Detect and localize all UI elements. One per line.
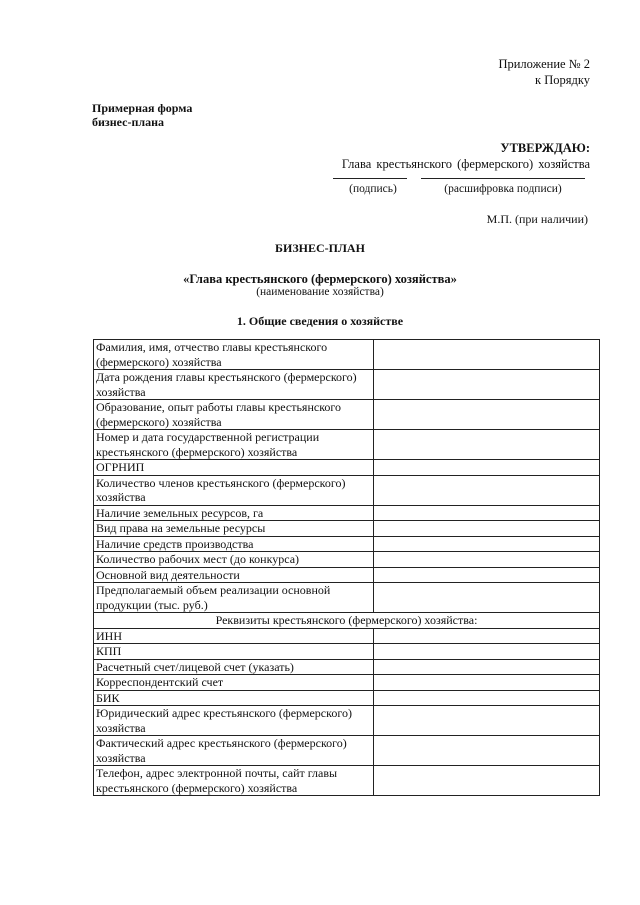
row-label: Наличие средств производства bbox=[94, 536, 374, 552]
table-row bbox=[94, 400, 600, 430]
row-value[interactable] bbox=[373, 567, 599, 583]
farm-name: «Глава крестьянского (фермерского) хозяйства» bbox=[183, 272, 457, 286]
row-value[interactable] bbox=[373, 675, 599, 691]
table-row bbox=[94, 675, 600, 691]
table-row bbox=[94, 644, 600, 660]
row-label: Юридический адрес крестьянского (фермерского) хозяйства bbox=[94, 706, 374, 736]
table-row bbox=[94, 628, 600, 644]
table-row bbox=[94, 706, 600, 736]
row-label: Фактический адрес крестьянского (фермерского) хозяйства bbox=[94, 736, 374, 766]
annex-reference bbox=[498, 56, 590, 88]
signature-line bbox=[333, 178, 407, 179]
signature-caption: (подпись) bbox=[349, 183, 397, 195]
table-row bbox=[94, 521, 600, 537]
table-row bbox=[94, 460, 600, 476]
decoding-caption: (расшифровка подписи) bbox=[444, 183, 562, 195]
row-value[interactable] bbox=[373, 400, 599, 430]
row-value[interactable] bbox=[373, 505, 599, 521]
approval-head: Глава крестьянского (фермерского) хозяйства bbox=[341, 157, 590, 171]
farm-name-caption: (наименование хозяйства) bbox=[256, 286, 384, 298]
row-value[interactable] bbox=[373, 628, 599, 644]
annex-order: к Порядку bbox=[535, 73, 590, 87]
row-label: Расчетный счет/лицевой счет (указать) bbox=[94, 659, 374, 675]
table-row bbox=[94, 659, 600, 675]
form-note-line1: Примерная форма bbox=[92, 101, 193, 115]
row-value[interactable] bbox=[373, 460, 599, 476]
table-row bbox=[94, 430, 600, 460]
row-value[interactable] bbox=[373, 430, 599, 460]
document-title: БИЗНЕС-ПЛАН bbox=[275, 241, 365, 255]
form-note bbox=[92, 101, 192, 129]
row-label: Вид права на земельные ресурсы bbox=[94, 521, 374, 537]
table-row bbox=[94, 475, 600, 505]
annex-number: Приложение № 2 bbox=[498, 57, 590, 71]
row-label: Количество членов крестьянского (фермерского) хозяйства bbox=[94, 475, 374, 505]
row-value[interactable] bbox=[373, 475, 599, 505]
table-row bbox=[94, 567, 600, 583]
row-label: Предполагаемый объем реализации основной продукции (тыс. руб.) bbox=[94, 583, 374, 613]
table-row bbox=[94, 583, 600, 613]
row-label: ИНН bbox=[94, 628, 374, 644]
general-info-table bbox=[93, 339, 600, 796]
form-note-line2: бизнес-плана bbox=[92, 115, 165, 129]
row-value[interactable] bbox=[373, 521, 599, 537]
stamp-note: М.П. (при наличии) bbox=[486, 212, 588, 226]
row-label: ОГРНИП bbox=[94, 460, 374, 476]
row-value[interactable] bbox=[373, 644, 599, 660]
row-value[interactable] bbox=[373, 766, 599, 796]
row-value[interactable] bbox=[373, 536, 599, 552]
table-row bbox=[94, 370, 600, 400]
table-row bbox=[94, 766, 600, 796]
row-label: Наличие земельных ресурсов, га bbox=[94, 505, 374, 521]
row-value[interactable] bbox=[373, 552, 599, 568]
row-label: Корреспондентский счет bbox=[94, 675, 374, 691]
requisites-header-row bbox=[94, 613, 600, 629]
table-row bbox=[94, 505, 600, 521]
table-row bbox=[94, 552, 600, 568]
table-row bbox=[94, 736, 600, 766]
table-row bbox=[94, 340, 600, 370]
row-label: КПП bbox=[94, 644, 374, 660]
table-row bbox=[94, 690, 600, 706]
approval-title: УТВЕРЖДАЮ: bbox=[500, 141, 590, 155]
row-label: Количество рабочих мест (до конкурса) bbox=[94, 552, 374, 568]
row-label: Дата рождения главы крестьянского (фермерского) хозяйства bbox=[94, 370, 374, 400]
section-title: 1. Общие сведения о хозяйстве bbox=[236, 314, 404, 328]
row-value[interactable] bbox=[373, 340, 599, 370]
row-label: Номер и дата государственной регистрации крестьянского (фермерского) хозяйства bbox=[94, 430, 374, 460]
row-value[interactable] bbox=[373, 659, 599, 675]
decoding-line bbox=[421, 178, 585, 179]
row-label: БИК bbox=[94, 690, 374, 706]
table-row bbox=[94, 536, 600, 552]
row-value[interactable] bbox=[373, 370, 599, 400]
row-label: Основной вид деятельности bbox=[94, 567, 374, 583]
row-label: Образование, опыт работы главы крестьянского (фермерского) хозяйства bbox=[94, 400, 374, 430]
row-label: Телефон, адрес электронной почты, сайт главы крестьянского (фермерского) хозяйства bbox=[94, 766, 374, 796]
requisites-header: Реквизиты крестьянского (фермерского) хозяйства: bbox=[94, 613, 600, 629]
row-value[interactable] bbox=[373, 583, 599, 613]
row-value[interactable] bbox=[373, 736, 599, 766]
row-value[interactable] bbox=[373, 706, 599, 736]
row-label: Фамилия, имя, отчество главы крестьянского (фермерского) хозяйства bbox=[94, 340, 374, 370]
row-value[interactable] bbox=[373, 690, 599, 706]
